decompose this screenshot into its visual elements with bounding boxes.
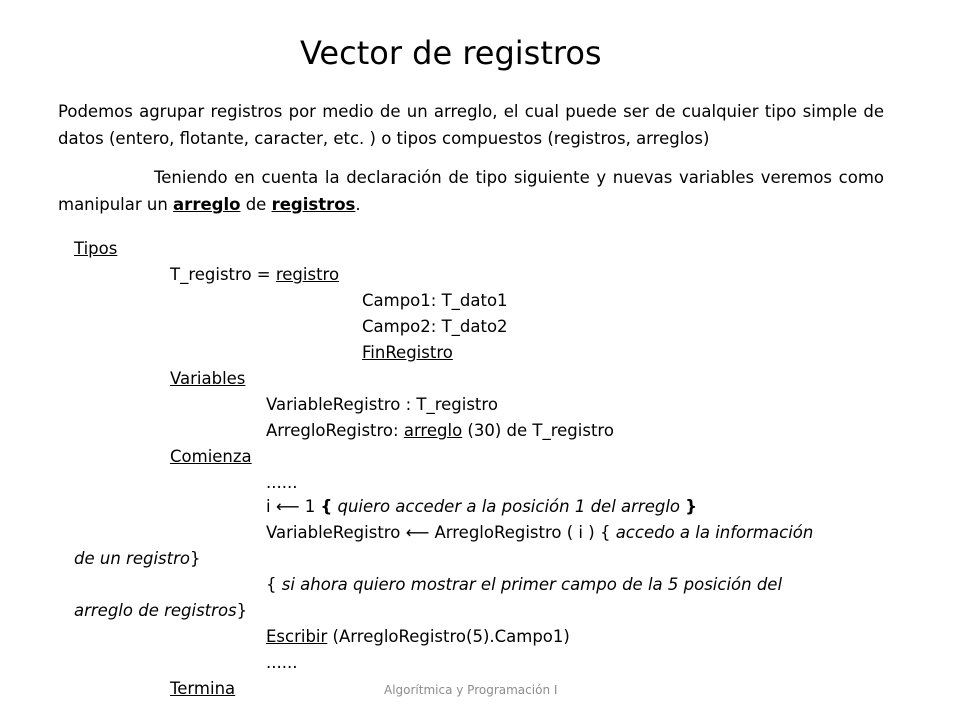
code-tipos: Tipos <box>74 239 118 258</box>
code-campo2: Campo2: T_dato2 <box>362 317 508 336</box>
code-ellipsis-1: ...... <box>266 473 298 492</box>
code-comment: accedo a la información <box>615 523 814 542</box>
code-comienza: Comienza <box>170 447 252 466</box>
code-comment-cont-2: arreglo de registros} <box>74 601 248 620</box>
code-assign-i: i ⟵ 1 { quiero acceder a la posición 1 del arreglo } <box>266 497 698 516</box>
code-comment: si ahora quiero mostrar el primer campo de la 5 posición del <box>281 575 783 594</box>
slide-title: Vector de registros <box>300 34 602 72</box>
code-ellipsis-2: ...... <box>266 653 298 672</box>
code-termina: Termina <box>170 679 236 698</box>
context-paragraph <box>58 164 884 218</box>
code-var-registro: VariableRegistro : T_registro <box>266 395 498 414</box>
code-finregistro: FinRegistro <box>362 343 453 362</box>
assign-arrow-icon: ⟵ <box>405 523 430 542</box>
slide-footer: Algorítmica y Programación I <box>384 683 558 697</box>
code-type-decl: T_registro = registro <box>170 265 340 284</box>
code-kw-arreglo: arreglo <box>403 421 463 440</box>
context-text-mid: de <box>240 195 272 214</box>
code-var-arreglo: ArregloRegistro: arreglo (30) de T_registro <box>266 421 614 440</box>
keyword-registros: registros <box>271 195 356 214</box>
code-kw-escribir: Escribir <box>266 627 328 646</box>
code-variables: Variables <box>170 369 246 388</box>
code-kw-registro: registro <box>275 265 340 284</box>
intro-paragraph: Podemos agrupar registros por medio de un arreglo, el cual puede ser de cualquier tipo simple de datos (entero, flotante, caracter, etc. ) o tipos compuestos (registros, arreglos) <box>58 102 884 148</box>
code-campo1: Campo1: T_dato1 <box>362 291 508 310</box>
assign-arrow-icon: ⟵ <box>275 497 300 516</box>
keyword-arreglo: arreglo <box>173 195 241 214</box>
code-assign-record: VariableRegistro ⟵ ArregloRegistro ( i ) { accedo a la información <box>266 523 814 542</box>
code-comment-show: { si ahora quiero mostrar el primer campo de la 5 posición del <box>266 575 783 594</box>
context-text: Teniendo en cuenta la declaración de tipo siguiente y nuevas variables veremos como manipular un <box>58 168 884 214</box>
code-escribir: Escribir (ArregloRegistro(5).Campo1) <box>266 627 570 646</box>
code-comment: quiero acceder a la posición 1 del arreglo <box>332 497 686 516</box>
context-text-end: . <box>355 195 361 214</box>
code-comment-cont-1: de un registro} <box>74 549 201 568</box>
